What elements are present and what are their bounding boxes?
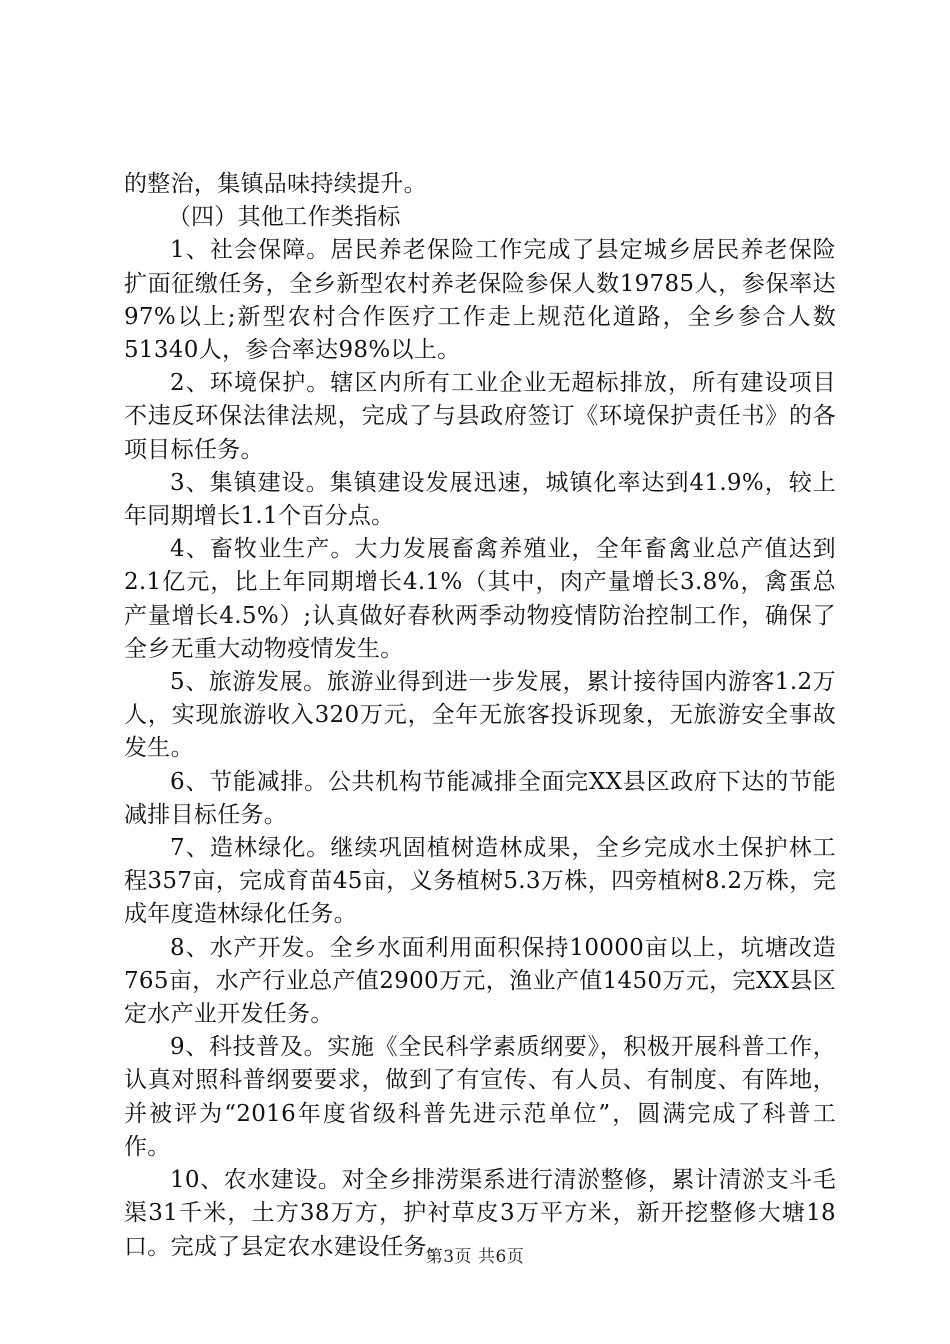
paragraph-energy-saving: 6、节能减排。公共机构节能减排全面完XX县区政府下达的节能减排目标任务。 xyxy=(124,768,836,828)
paragraph-livestock: 4、畜牧业生产。大力发展畜禽养殖业，全年畜禽业总产值达到2.1亿元，比上年同期增长4.1%（其中，肉产量增长3.8%，禽蛋总产量增长4.5%）;认真做好春秋两季动物疫情防治控制工作，确保了全乡无重大动物疫情发生。 xyxy=(124,536,836,662)
section-heading-other-indicators: （四）其他工作类指标 xyxy=(167,204,401,231)
paragraph-water-conservancy: 10、农水建设。对全乡排涝渠系进行清淤整修，累计清淤支斗毛渠31千米，土方38万方，护衬草皮3万平方米，新开挖整修大塘18口。完成了县定农水建设任务。 xyxy=(124,1167,836,1260)
paragraph-aquaculture: 8、水产开发。全乡水面利用面积保持10000亩以上，坑塘改造765亩，水产行业总产值2900万元，渔业产值1450万元，完XX县区定水产业开发任务。 xyxy=(124,934,836,1028)
paragraph-afforestation: 7、造林绿化。继续巩固植树造林成果，全乡完成水土保护林工程357亩，完成育苗45亩，义务植树5.3万株，四旁植树8.2万株，完成年度造林绿化任务。 xyxy=(124,835,836,928)
paragraph-town-construction: 3、集镇建设。集镇建设发展迅速，城镇化率达到41.9%，较上年同期增长1.1个百分点。 xyxy=(124,469,836,530)
paragraph-environment: 2、环境保护。辖区内所有工业企业无超标排放，所有建设项目不违反环保法律法规，完成了与县政府签订《环境保护责任书》的各项目标任务。 xyxy=(124,370,836,463)
paragraph-social-security: 1、社会保障。居民养老保险工作完成了县定城乡居民养老保险扩面征缴任务，全乡新型农村养老保险参保人数19785人，参保率达97%以上;新型农村合作医疗工作走上规范化道路，全乡参合人数51340人，参合率达98%以上。 xyxy=(124,237,836,364)
document-body xyxy=(124,168,836,1264)
paragraph-science-popularization: 9、科技普及。实施《全民科学素质纲要》，积极开展科普工作，认真对照科普纲要要求，做到了有宣传、有人员、有制度、有阵地，并被评为“2016年度省级科普先进示范单位”，圆满完成了科普工作。 xyxy=(124,1034,836,1160)
page-number-footer: 第3页 共6页 xyxy=(425,1247,525,1267)
paragraph-tourism: 5、旅游发展。旅游业得到进一步发展，累计接待国内游客1.2万人，实现旅游收入320万元，全年无旅客投诉现象，无旅游安全事故发生。 xyxy=(124,669,836,762)
paragraph-continuation: 的整治，集镇品味持续提升。 xyxy=(124,171,427,197)
